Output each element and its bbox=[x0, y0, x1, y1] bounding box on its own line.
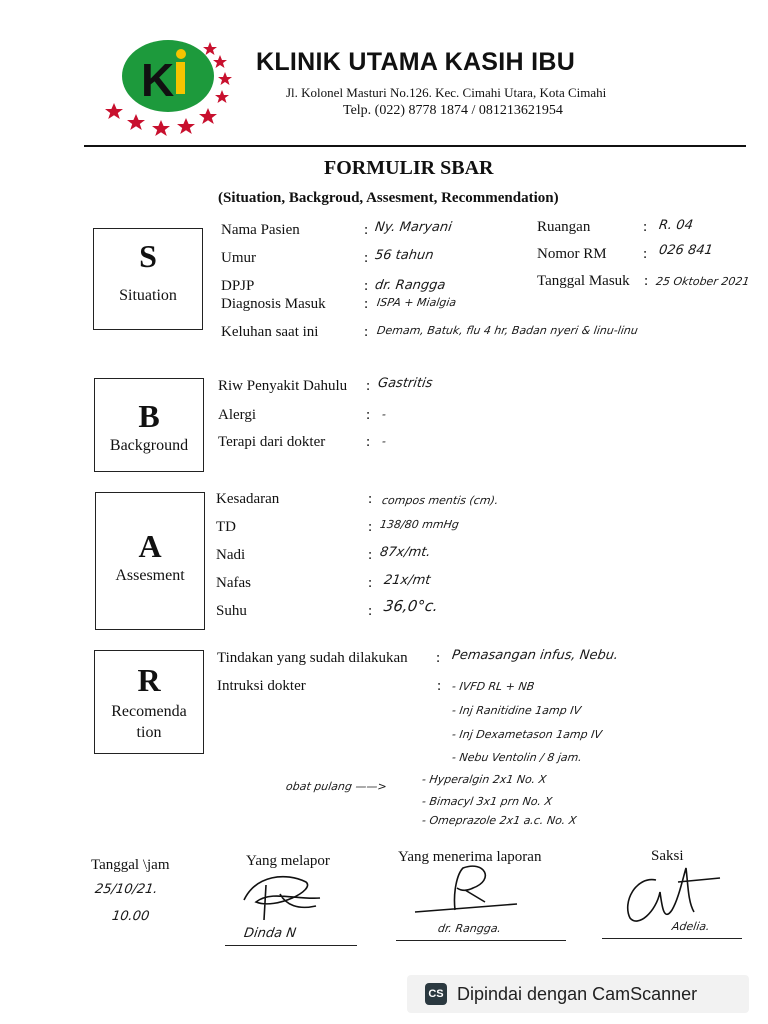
nama-pasien-value: Ny. Maryani bbox=[373, 220, 453, 235]
recommendation-word-line2: tion bbox=[136, 724, 162, 741]
saksi-label: Saksi bbox=[651, 848, 684, 864]
instruksi-label: Intruksi dokter bbox=[217, 678, 306, 694]
nafas-label: Nafas bbox=[216, 575, 251, 591]
nomor-rm-value: 026 841 bbox=[657, 243, 714, 258]
situation-box bbox=[93, 228, 203, 330]
clinic-address: Jl. Kolonel Masturi No.126. Kec. Cimahi Utara, Kota Cimahi bbox=[286, 85, 607, 100]
umur-value: 56 tahun bbox=[373, 248, 435, 263]
instruksi-item: - Inj Dexametason 1amp IV bbox=[451, 728, 603, 741]
recommendation-box bbox=[94, 650, 204, 754]
umur-label: Umur bbox=[221, 250, 256, 266]
nomor-rm-label: Nomor RM bbox=[537, 246, 607, 262]
menerima-signature bbox=[405, 862, 525, 920]
kesadaran-value: compos mentis (cm). bbox=[381, 494, 500, 507]
terapi-value: - bbox=[381, 435, 387, 448]
tanggal-value: 25/10/21. bbox=[93, 882, 159, 897]
background-box bbox=[94, 378, 204, 472]
clinic-logo bbox=[100, 38, 240, 138]
form-subtitle: (Situation, Backgroud, Assesment, Recommendation) bbox=[218, 190, 559, 206]
nadi-label: Nadi bbox=[216, 547, 246, 563]
clinic-name: KLINIK UTAMA KASIH IBU bbox=[256, 48, 576, 76]
situation-letter: S bbox=[139, 238, 157, 274]
keluhan-label: Keluhan saat ini bbox=[221, 324, 319, 340]
camscanner-watermark bbox=[407, 975, 749, 1013]
logo-letter-k: K bbox=[141, 54, 175, 106]
ruangan-value: R. 04 bbox=[657, 218, 694, 233]
assesment-box bbox=[95, 492, 205, 630]
td-label: TD bbox=[216, 519, 236, 535]
camscanner-text: Dipindai dengan CamScanner bbox=[457, 983, 698, 1004]
camscanner-icon: CS bbox=[425, 983, 447, 1005]
melapor-signature bbox=[236, 870, 326, 925]
background-letter: B bbox=[138, 398, 160, 434]
obat-pulang-label: obat pulang ——> bbox=[285, 780, 388, 793]
suhu-value: 36,0°c. bbox=[382, 597, 440, 615]
ruangan-label: Ruangan bbox=[537, 219, 591, 235]
instruksi-item: - Inj Ranitidine 1amp IV bbox=[451, 704, 582, 717]
nafas-value: 21x/mt bbox=[382, 573, 432, 588]
saksi-sign-line bbox=[602, 938, 742, 939]
assesment-word: Assesment bbox=[115, 567, 185, 584]
nama-pasien-label: Nama Pasien bbox=[221, 222, 300, 238]
instruksi-item: - IVFD RL + NB bbox=[451, 680, 536, 693]
menerima-sign-line bbox=[396, 940, 566, 941]
td-value: 138/80 mmHg bbox=[379, 518, 460, 531]
alergi-value: - bbox=[381, 408, 387, 421]
situation-word: Situation bbox=[119, 287, 177, 304]
obat-pulang-item: - Hyperalgin 2x1 No. X bbox=[421, 773, 548, 786]
tanggal-jam-label: Tanggal \jam bbox=[91, 857, 170, 873]
background-word: Background bbox=[109, 437, 189, 454]
keluhan-value: Demam, Batuk, flu 4 hr, Badan nyeri & linu-linu bbox=[376, 324, 639, 337]
melapor-name: Dinda N bbox=[242, 926, 297, 941]
riw-penyakit-value: Gastritis bbox=[376, 376, 434, 391]
instruksi-item: - Nebu Ventolin / 8 jam. bbox=[451, 751, 583, 764]
dpjp-label: DPJP bbox=[221, 278, 255, 294]
assesment-letter: A bbox=[138, 528, 162, 564]
clinic-phone: Telp. (022) 8778 1874 / 081213621954 bbox=[343, 103, 563, 118]
yang-melapor-label: Yang melapor bbox=[246, 853, 330, 869]
terapi-label: Terapi dari dokter bbox=[218, 434, 326, 450]
recommendation-word-line1: Recomenda bbox=[111, 703, 187, 720]
form-title: FORMULIR SBAR bbox=[324, 157, 494, 179]
tindakan-value: Pemasangan infus, Nebu. bbox=[450, 648, 620, 663]
kesadaran-label: Kesadaran bbox=[216, 491, 280, 507]
diagnosis-label: Diagnosis Masuk bbox=[221, 296, 326, 312]
jam-value: 10.00 bbox=[110, 909, 151, 924]
tindakan-label: Tindakan yang sudah dilakukan bbox=[217, 650, 408, 666]
melapor-sign-line bbox=[225, 945, 357, 946]
riw-penyakit-label: Riw Penyakit Dahulu bbox=[218, 378, 348, 394]
recommendation-letter: R bbox=[137, 662, 161, 698]
saksi-name: Adelia. bbox=[671, 920, 711, 933]
logo-letter-i bbox=[176, 62, 185, 94]
nadi-value: 87x/mt. bbox=[378, 545, 432, 560]
tanggal-masuk-value: 25 Oktober 2021 bbox=[655, 275, 751, 288]
obat-pulang-item: - Bimacyl 3x1 prn No. X bbox=[421, 795, 554, 808]
menerima-name: dr. Rangga. bbox=[437, 922, 502, 935]
diagnosis-value: ISPA + Mialgia bbox=[376, 296, 458, 309]
tanggal-masuk-label: Tanggal Masuk bbox=[537, 273, 630, 289]
header-divider bbox=[84, 145, 746, 147]
yang-menerima-label: Yang menerima laporan bbox=[398, 849, 542, 865]
alergi-label: Alergi bbox=[218, 407, 257, 423]
dpjp-value: dr. Rangga bbox=[373, 278, 447, 293]
obat-pulang-item: - Omeprazole 2x1 a.c. No. X bbox=[421, 814, 578, 827]
suhu-label: Suhu bbox=[216, 603, 247, 619]
